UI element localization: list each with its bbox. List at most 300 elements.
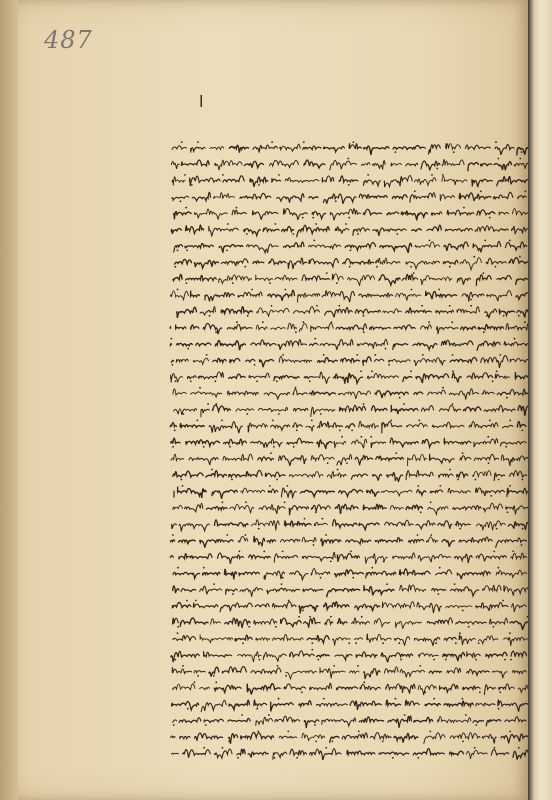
script-word xyxy=(508,522,528,530)
script-dot xyxy=(177,289,179,291)
script-line xyxy=(177,305,528,318)
script-dot xyxy=(509,632,511,634)
script-dot xyxy=(521,544,523,546)
script-word xyxy=(477,341,500,350)
script-dot xyxy=(357,233,359,235)
script-word xyxy=(459,537,492,542)
script-word xyxy=(440,405,461,411)
script-word xyxy=(335,570,364,577)
script-dot xyxy=(497,158,499,160)
script-dot xyxy=(315,223,317,225)
script-word xyxy=(271,702,293,711)
script-dot xyxy=(213,583,215,585)
script-word xyxy=(464,407,481,411)
script-word xyxy=(450,587,478,596)
script-word xyxy=(337,687,358,690)
script-dot xyxy=(459,528,461,530)
script-word xyxy=(255,604,269,607)
script-dot xyxy=(197,675,199,677)
script-word xyxy=(420,275,452,285)
script-word xyxy=(285,178,319,183)
script-dot xyxy=(257,731,259,733)
script-word xyxy=(170,291,188,300)
script-word xyxy=(390,506,403,510)
script-dot xyxy=(386,583,388,585)
script-word xyxy=(403,377,412,382)
script-word xyxy=(339,391,371,399)
script-word xyxy=(427,618,452,624)
script-dot xyxy=(315,511,317,513)
script-dot xyxy=(474,747,476,749)
script-word xyxy=(517,421,526,427)
script-word xyxy=(510,621,528,629)
script-word xyxy=(186,440,220,446)
script-dot xyxy=(395,151,397,153)
script-word xyxy=(359,293,393,297)
script-dot xyxy=(303,321,305,323)
script-word xyxy=(495,144,514,154)
script-word xyxy=(361,163,370,166)
script-word xyxy=(204,652,232,657)
script-line xyxy=(170,338,529,351)
script-word xyxy=(462,292,484,301)
script-dot xyxy=(411,289,413,291)
script-dot xyxy=(350,551,352,553)
script-word xyxy=(482,390,494,394)
script-word xyxy=(257,308,289,316)
script-word xyxy=(179,540,196,544)
script-word xyxy=(253,145,277,152)
script-dot xyxy=(438,289,440,291)
script-dot xyxy=(187,348,189,350)
script-dot xyxy=(451,321,453,323)
script-dot xyxy=(480,190,482,192)
script-dot xyxy=(488,462,490,464)
script-word xyxy=(366,571,396,578)
script-word xyxy=(288,258,307,269)
script-word xyxy=(281,488,296,498)
script-word xyxy=(293,307,319,314)
script-dot xyxy=(199,387,201,389)
script-word xyxy=(429,454,454,463)
script-word xyxy=(267,540,275,543)
script-word xyxy=(280,144,301,151)
script-word xyxy=(417,602,441,613)
script-word xyxy=(302,275,330,281)
script-word xyxy=(271,327,286,329)
script-word xyxy=(506,323,529,329)
script-dot xyxy=(311,420,313,422)
script-word xyxy=(359,717,383,723)
script-word xyxy=(346,424,355,428)
script-word xyxy=(367,373,398,378)
script-word xyxy=(300,490,334,496)
script-word xyxy=(188,376,197,379)
script-word xyxy=(171,438,180,443)
script-dot xyxy=(521,151,523,153)
script-word xyxy=(179,524,209,532)
script-word xyxy=(279,456,307,466)
script-dot xyxy=(454,583,456,585)
script-word xyxy=(393,553,415,559)
script-word xyxy=(203,323,222,334)
script-dot xyxy=(524,413,526,415)
script-dot xyxy=(512,551,514,553)
script-word xyxy=(438,521,452,529)
script-dot xyxy=(172,364,174,366)
script-dot xyxy=(311,642,313,644)
script-word xyxy=(504,585,529,595)
script-dot xyxy=(254,364,256,366)
script-word xyxy=(267,588,300,593)
script-word xyxy=(256,638,270,641)
script-dot xyxy=(370,436,372,438)
script-dot xyxy=(524,321,526,323)
script-dot xyxy=(281,583,283,585)
script-word xyxy=(487,291,512,302)
script-word xyxy=(302,733,325,740)
script-word xyxy=(428,390,446,395)
script-word xyxy=(311,323,333,331)
script-dot xyxy=(388,364,390,366)
script-word xyxy=(229,700,249,709)
script-word xyxy=(219,245,243,253)
script-word xyxy=(191,147,206,152)
script-dot xyxy=(360,370,362,372)
script-dot xyxy=(507,511,509,513)
script-dot xyxy=(509,485,511,487)
script-dot xyxy=(194,681,196,683)
script-dot xyxy=(509,240,511,242)
script-word xyxy=(507,488,529,496)
script-word xyxy=(437,327,459,335)
script-word xyxy=(392,195,407,199)
script-dot xyxy=(519,158,521,160)
script-word xyxy=(239,572,260,575)
script-word xyxy=(467,652,481,657)
script-dot xyxy=(221,420,223,422)
script-word xyxy=(229,145,248,152)
script-word xyxy=(494,162,511,171)
script-dot xyxy=(278,698,280,700)
script-word xyxy=(497,276,511,280)
script-word xyxy=(258,407,287,411)
script-dot xyxy=(320,577,322,579)
script-dot xyxy=(239,551,241,553)
script-word xyxy=(367,634,391,643)
script-dot xyxy=(424,691,426,693)
script-dot xyxy=(431,174,433,176)
script-word xyxy=(190,176,221,186)
script-word xyxy=(260,360,274,368)
script-dot xyxy=(492,380,494,382)
script-dot xyxy=(302,610,304,612)
script-word xyxy=(474,454,498,460)
script-dot xyxy=(449,305,451,307)
script-word xyxy=(182,160,210,166)
script-word xyxy=(442,540,454,547)
script-word xyxy=(247,244,279,253)
script-dot xyxy=(429,731,431,733)
script-dot xyxy=(417,534,419,536)
script-dot xyxy=(493,626,495,628)
script-dot xyxy=(296,430,298,432)
script-word xyxy=(191,291,200,297)
script-dot xyxy=(495,141,497,143)
script-line xyxy=(172,747,529,760)
script-word xyxy=(413,749,444,755)
script-word xyxy=(259,505,285,514)
script-word xyxy=(181,589,196,592)
script-dot xyxy=(304,518,306,520)
script-dot xyxy=(490,495,492,497)
script-word xyxy=(417,490,426,495)
script-dot xyxy=(237,757,239,759)
script-word xyxy=(290,651,315,657)
script-word xyxy=(224,439,247,444)
script-dot xyxy=(335,200,337,202)
script-word xyxy=(475,226,508,232)
script-word xyxy=(173,471,203,477)
script-dot xyxy=(295,331,297,333)
script-dot xyxy=(433,698,435,700)
script-dot xyxy=(333,665,335,667)
script-word xyxy=(183,750,211,758)
script-word xyxy=(209,422,242,434)
script-word xyxy=(463,686,480,689)
script-line xyxy=(170,551,526,565)
next-page-edge xyxy=(528,0,552,800)
script-dot xyxy=(479,691,481,693)
script-dot xyxy=(413,272,415,274)
script-dot xyxy=(203,446,205,448)
script-word xyxy=(476,521,505,531)
script-word xyxy=(287,438,313,444)
script-word xyxy=(359,194,387,199)
script-word xyxy=(476,554,506,561)
script-dot xyxy=(420,511,422,513)
script-dot xyxy=(197,141,199,143)
script-word xyxy=(312,505,331,512)
script-line xyxy=(173,272,527,286)
script-word xyxy=(251,668,281,674)
script-word xyxy=(172,360,174,362)
script-word xyxy=(173,505,183,509)
script-word xyxy=(354,638,362,640)
script-word xyxy=(381,490,412,496)
script-word xyxy=(264,571,285,580)
script-word xyxy=(476,275,491,286)
script-word xyxy=(339,405,365,411)
script-dot xyxy=(493,551,495,553)
script-word xyxy=(213,405,231,411)
script-dot xyxy=(213,675,215,677)
script-word xyxy=(230,358,240,362)
script-word xyxy=(501,455,528,466)
script-word xyxy=(333,638,351,646)
script-word xyxy=(309,259,338,267)
script-word xyxy=(174,211,192,219)
script-dot xyxy=(236,207,238,209)
script-word xyxy=(330,209,360,221)
script-word xyxy=(364,146,389,155)
script-word xyxy=(180,423,204,427)
script-dot xyxy=(349,266,351,268)
script-word xyxy=(427,225,441,231)
script-dot xyxy=(339,430,341,432)
script-dot xyxy=(435,642,437,644)
script-dot xyxy=(251,289,253,291)
script-word xyxy=(455,554,473,563)
script-word xyxy=(172,146,187,150)
script-word xyxy=(363,504,386,509)
script-word xyxy=(416,374,449,383)
script-word xyxy=(209,226,239,236)
script-dot xyxy=(282,354,284,356)
script-word xyxy=(467,373,493,379)
script-word xyxy=(240,193,271,198)
script-word xyxy=(256,717,273,725)
script-dot xyxy=(442,387,444,389)
script-word xyxy=(501,441,527,445)
script-word xyxy=(302,537,316,541)
script-word xyxy=(376,258,400,264)
script-line xyxy=(172,354,529,368)
script-dot xyxy=(355,642,357,644)
script-dot xyxy=(363,403,365,405)
script-line xyxy=(171,436,527,449)
script-word xyxy=(173,389,187,395)
script-word xyxy=(406,471,433,480)
script-word xyxy=(200,307,215,315)
script-dot xyxy=(270,452,272,454)
script-word xyxy=(486,720,501,726)
script-word xyxy=(490,618,508,624)
script-dot xyxy=(258,528,260,530)
script-word xyxy=(172,702,199,710)
script-word xyxy=(290,571,308,580)
script-word xyxy=(339,176,358,182)
script-word xyxy=(513,750,529,759)
script-word xyxy=(414,358,445,366)
script-word xyxy=(491,749,509,755)
script-word xyxy=(431,212,441,215)
script-word xyxy=(198,372,223,379)
script-word xyxy=(494,192,513,198)
script-word xyxy=(171,373,183,382)
script-dot xyxy=(245,534,247,536)
script-dot xyxy=(215,681,217,683)
script-word xyxy=(254,536,265,546)
script-word xyxy=(516,278,528,284)
paragraph-mark: ا xyxy=(199,92,204,111)
script-word xyxy=(352,618,370,624)
handwritten-lines xyxy=(168,138,532,760)
script-word xyxy=(408,454,427,465)
script-word xyxy=(285,521,312,526)
script-word xyxy=(459,635,475,645)
script-dot xyxy=(173,724,175,726)
script-word xyxy=(246,359,255,362)
script-dot xyxy=(430,534,432,536)
script-word xyxy=(200,586,222,594)
script-line xyxy=(172,141,528,155)
script-dot xyxy=(222,174,224,176)
script-word xyxy=(248,752,268,757)
script-word xyxy=(452,373,461,383)
script-line xyxy=(174,207,530,221)
script-word xyxy=(241,732,274,738)
script-dot xyxy=(203,747,205,749)
script-word xyxy=(201,409,210,417)
script-word xyxy=(410,193,435,203)
script-word xyxy=(476,488,505,496)
script-word xyxy=(172,177,185,185)
script-word xyxy=(374,359,384,361)
script-word xyxy=(222,666,246,673)
script-word xyxy=(235,635,252,641)
script-word xyxy=(170,556,173,558)
script-word xyxy=(248,423,267,432)
script-line xyxy=(170,534,526,548)
script-word xyxy=(501,734,529,743)
script-word xyxy=(264,392,290,399)
script-word xyxy=(339,489,363,496)
script-word xyxy=(352,439,367,448)
script-dot xyxy=(489,420,491,422)
script-dot xyxy=(341,436,343,438)
script-word xyxy=(418,685,436,695)
script-word xyxy=(174,409,197,415)
script-word xyxy=(429,145,441,154)
script-line xyxy=(174,403,530,417)
script-word xyxy=(201,700,226,711)
script-dot xyxy=(363,364,365,366)
script-word xyxy=(220,603,252,612)
script-line xyxy=(174,485,529,499)
script-word xyxy=(325,308,353,318)
script-word xyxy=(512,604,527,612)
script-word xyxy=(384,176,412,188)
script-dot xyxy=(205,724,207,726)
script-dot xyxy=(302,217,304,219)
script-line xyxy=(170,321,529,334)
script-word xyxy=(178,487,207,498)
script-dot xyxy=(271,141,273,143)
script-dot xyxy=(275,626,277,628)
script-dot xyxy=(244,266,246,268)
script-word xyxy=(495,374,509,378)
script-word xyxy=(310,683,332,690)
script-word xyxy=(274,554,298,562)
script-dot xyxy=(211,469,213,471)
script-dot xyxy=(186,600,188,602)
script-word xyxy=(448,488,470,493)
script-dot xyxy=(395,452,397,454)
script-word xyxy=(438,716,471,722)
script-word xyxy=(273,634,304,640)
script-dot xyxy=(284,501,286,503)
script-word xyxy=(365,554,387,564)
script-dot xyxy=(358,731,360,733)
script-dot xyxy=(421,305,423,307)
script-word xyxy=(370,327,391,330)
script-word xyxy=(440,195,454,201)
script-word xyxy=(513,670,527,673)
script-dot xyxy=(231,479,233,481)
script-word xyxy=(355,309,380,313)
script-word xyxy=(499,684,515,689)
